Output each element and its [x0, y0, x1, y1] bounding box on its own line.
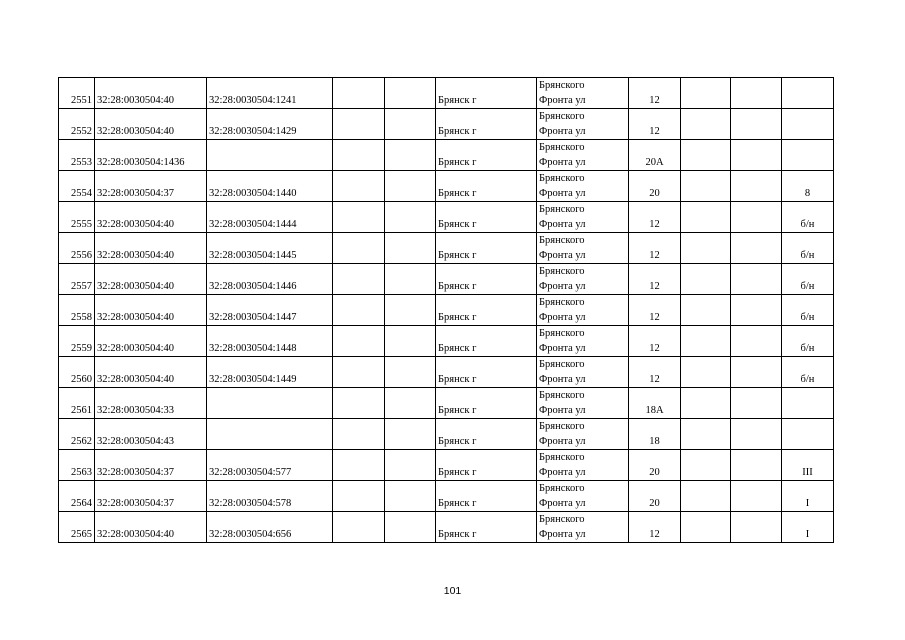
- empty-cell: [333, 140, 385, 171]
- empty-cell: [681, 171, 731, 202]
- row-number-cell: 2555: [59, 202, 95, 233]
- house-cell: 12: [629, 202, 681, 233]
- unit-cell: I: [782, 481, 834, 512]
- empty-cell: [333, 357, 385, 388]
- parcel-cadastral-cell: 32:28:0030504:577: [207, 450, 333, 481]
- city-cell: Брянск г: [436, 109, 537, 140]
- empty-cell: [731, 233, 782, 264]
- unit-cell: [782, 109, 834, 140]
- empty-cell: [731, 78, 782, 109]
- row-number-cell: 2563: [59, 450, 95, 481]
- city-cell: Брянск г: [436, 512, 537, 543]
- street-cell: [537, 140, 629, 171]
- house-cell: 12: [629, 233, 681, 264]
- row-number-cell: 2559: [59, 326, 95, 357]
- city-cell: Брянск г: [436, 450, 537, 481]
- row-number-cell: 2561: [59, 388, 95, 419]
- street-line-2: Фронта ул: [539, 312, 586, 323]
- unit-cell: [782, 388, 834, 419]
- parcel-cadastral-cell: 32:28:0030504:1440: [207, 171, 333, 202]
- parcel-cadastral-cell: 32:28:0030504:1447: [207, 295, 333, 326]
- unit-cell: б/н: [782, 295, 834, 326]
- empty-cell: [731, 419, 782, 450]
- street-line-2: Фронта ул: [539, 188, 586, 199]
- street-line-1: Брянского: [539, 297, 585, 308]
- unit-cell: III: [782, 450, 834, 481]
- empty-cell: [385, 419, 436, 450]
- unit-cell: 8: [782, 171, 834, 202]
- city-cell: Брянск г: [436, 140, 537, 171]
- house-cell: 20: [629, 481, 681, 512]
- street-line-1: Брянского: [539, 266, 585, 277]
- parcel-cadastral-cell: 32:28:0030504:578: [207, 481, 333, 512]
- city-cell: Брянск г: [436, 419, 537, 450]
- street-line-1: Брянского: [539, 483, 585, 494]
- parcel-cadastral-cell: 32:28:0030504:1444: [207, 202, 333, 233]
- city-cell: Брянск г: [436, 357, 537, 388]
- unit-cell: б/н: [782, 202, 834, 233]
- empty-cell: [333, 295, 385, 326]
- city-cell: Брянск г: [436, 481, 537, 512]
- empty-cell: [731, 450, 782, 481]
- empty-cell: [385, 388, 436, 419]
- street-line-1: Брянского: [539, 421, 585, 432]
- block-cadastral-cell: 32:28:0030504:37: [95, 481, 207, 512]
- city-cell: Брянск г: [436, 233, 537, 264]
- block-cadastral-cell: 32:28:0030504:40: [95, 109, 207, 140]
- empty-cell: [681, 295, 731, 326]
- street-cell: [537, 109, 629, 140]
- row-number-cell: 2557: [59, 264, 95, 295]
- house-cell: 12: [629, 264, 681, 295]
- empty-cell: [681, 450, 731, 481]
- row-number-cell: 2554: [59, 171, 95, 202]
- table-row: [59, 512, 834, 543]
- parcel-cadastral-cell: 32:28:0030504:1241: [207, 78, 333, 109]
- row-number-cell: 2562: [59, 419, 95, 450]
- empty-cell: [731, 202, 782, 233]
- table-row: [59, 109, 834, 140]
- street-cell: [537, 512, 629, 543]
- empty-cell: [731, 512, 782, 543]
- parcel-cadastral-cell: 32:28:0030504:1429: [207, 109, 333, 140]
- table-row: [59, 202, 834, 233]
- empty-cell: [385, 512, 436, 543]
- street-line-2: Фронта ул: [539, 126, 586, 137]
- table-row: [59, 388, 834, 419]
- street-line-2: Фронта ул: [539, 467, 586, 478]
- empty-cell: [681, 326, 731, 357]
- empty-cell: [333, 233, 385, 264]
- row-number-cell: 2558: [59, 295, 95, 326]
- empty-cell: [333, 512, 385, 543]
- block-cadastral-cell: 32:28:0030504:1436: [95, 140, 207, 171]
- street-line-2: Фронта ул: [539, 281, 586, 292]
- street-cell: [537, 264, 629, 295]
- empty-cell: [731, 357, 782, 388]
- block-cadastral-cell: 32:28:0030504:33: [95, 388, 207, 419]
- empty-cell: [681, 202, 731, 233]
- street-line-1: Брянского: [539, 204, 585, 215]
- registry-body: [59, 78, 834, 543]
- street-line-1: Брянского: [539, 173, 585, 184]
- table-row: [59, 357, 834, 388]
- house-cell: 12: [629, 295, 681, 326]
- block-cadastral-cell: 32:28:0030504:40: [95, 326, 207, 357]
- empty-cell: [385, 357, 436, 388]
- unit-cell: [782, 419, 834, 450]
- street-line-2: Фронта ул: [539, 95, 586, 106]
- empty-cell: [731, 481, 782, 512]
- street-line-2: Фронта ул: [539, 405, 586, 416]
- street-cell: [537, 202, 629, 233]
- street-line-2: Фронта ул: [539, 250, 586, 261]
- house-cell: 20: [629, 450, 681, 481]
- block-cadastral-cell: 32:28:0030504:40: [95, 264, 207, 295]
- parcel-cadastral-cell: 32:28:0030504:1445: [207, 233, 333, 264]
- street-cell: [537, 326, 629, 357]
- unit-cell: [782, 78, 834, 109]
- city-cell: Брянск г: [436, 171, 537, 202]
- empty-cell: [385, 140, 436, 171]
- empty-cell: [333, 109, 385, 140]
- table-row: [59, 326, 834, 357]
- street-cell: [537, 295, 629, 326]
- house-cell: 18: [629, 419, 681, 450]
- empty-cell: [731, 388, 782, 419]
- city-cell: Брянск г: [436, 264, 537, 295]
- street-line-1: Брянского: [539, 111, 585, 122]
- row-number-cell: 2560: [59, 357, 95, 388]
- unit-cell: б/н: [782, 357, 834, 388]
- street-cell: [537, 233, 629, 264]
- empty-cell: [385, 171, 436, 202]
- street-line-2: Фронта ул: [539, 498, 586, 509]
- street-line-1: Брянского: [539, 359, 585, 370]
- house-cell: 12: [629, 78, 681, 109]
- block-cadastral-cell: 32:28:0030504:40: [95, 295, 207, 326]
- empty-cell: [333, 171, 385, 202]
- block-cadastral-cell: 32:28:0030504:40: [95, 357, 207, 388]
- street-cell: [537, 171, 629, 202]
- block-cadastral-cell: 32:28:0030504:40: [95, 233, 207, 264]
- house-cell: 12: [629, 512, 681, 543]
- street-line-2: Фронта ул: [539, 374, 586, 385]
- empty-cell: [681, 357, 731, 388]
- empty-cell: [385, 295, 436, 326]
- house-cell: 12: [629, 357, 681, 388]
- block-cadastral-cell: 32:28:0030504:37: [95, 450, 207, 481]
- empty-cell: [681, 388, 731, 419]
- unit-cell: [782, 140, 834, 171]
- unit-cell: б/н: [782, 233, 834, 264]
- block-cadastral-cell: 32:28:0030504:37: [95, 171, 207, 202]
- empty-cell: [681, 264, 731, 295]
- street-cell: [537, 450, 629, 481]
- street-line-1: Брянского: [539, 80, 585, 91]
- parcel-cadastral-cell: 32:28:0030504:656: [207, 512, 333, 543]
- street-line-1: Брянского: [539, 235, 585, 246]
- empty-cell: [681, 78, 731, 109]
- street-line-2: Фронта ул: [539, 157, 586, 168]
- empty-cell: [333, 450, 385, 481]
- table-row: [59, 264, 834, 295]
- empty-cell: [333, 326, 385, 357]
- empty-cell: [681, 109, 731, 140]
- house-cell: 20А: [629, 140, 681, 171]
- empty-cell: [333, 388, 385, 419]
- street-cell: [537, 78, 629, 109]
- house-cell: 12: [629, 326, 681, 357]
- table-row: [59, 450, 834, 481]
- empty-cell: [333, 264, 385, 295]
- table-row: [59, 419, 834, 450]
- parcel-cadastral-cell: [207, 388, 333, 419]
- row-number-cell: 2551: [59, 78, 95, 109]
- city-cell: Брянск г: [436, 202, 537, 233]
- empty-cell: [731, 326, 782, 357]
- street-cell: [537, 481, 629, 512]
- table-row: [59, 295, 834, 326]
- empty-cell: [731, 295, 782, 326]
- row-number-cell: 2556: [59, 233, 95, 264]
- row-number-cell: 2564: [59, 481, 95, 512]
- unit-cell: б/н: [782, 326, 834, 357]
- empty-cell: [731, 109, 782, 140]
- empty-cell: [385, 450, 436, 481]
- empty-cell: [385, 233, 436, 264]
- street-line-1: Брянского: [539, 142, 585, 153]
- unit-cell: б/н: [782, 264, 834, 295]
- row-number-cell: 2553: [59, 140, 95, 171]
- table-row: [59, 78, 834, 109]
- unit-cell: I: [782, 512, 834, 543]
- street-line-2: Фронта ул: [539, 436, 586, 447]
- empty-cell: [681, 140, 731, 171]
- parcel-cadastral-cell: [207, 419, 333, 450]
- empty-cell: [333, 202, 385, 233]
- street-line-2: Фронта ул: [539, 343, 586, 354]
- empty-cell: [385, 109, 436, 140]
- table-row: [59, 171, 834, 202]
- street-line-2: Фронта ул: [539, 529, 586, 540]
- table-row: [59, 481, 834, 512]
- city-cell: Брянск г: [436, 388, 537, 419]
- empty-cell: [385, 78, 436, 109]
- street-line-2: Фронта ул: [539, 219, 586, 230]
- street-cell: [537, 419, 629, 450]
- empty-cell: [681, 481, 731, 512]
- page-number: 101: [443, 585, 462, 597]
- street-line-1: Брянского: [539, 514, 585, 525]
- empty-cell: [333, 481, 385, 512]
- empty-cell: [731, 140, 782, 171]
- block-cadastral-cell: 32:28:0030504:40: [95, 202, 207, 233]
- house-cell: 12: [629, 109, 681, 140]
- house-cell: 20: [629, 171, 681, 202]
- block-cadastral-cell: 32:28:0030504:43: [95, 419, 207, 450]
- street-cell: [537, 388, 629, 419]
- parcel-cadastral-cell: 32:28:0030504:1446: [207, 264, 333, 295]
- empty-cell: [681, 233, 731, 264]
- empty-cell: [731, 171, 782, 202]
- block-cadastral-cell: 32:28:0030504:40: [95, 512, 207, 543]
- empty-cell: [333, 78, 385, 109]
- empty-cell: [385, 481, 436, 512]
- registry-table: [58, 77, 834, 543]
- block-cadastral-cell: 32:28:0030504:40: [95, 78, 207, 109]
- city-cell: Брянск г: [436, 295, 537, 326]
- table-row: [59, 233, 834, 264]
- parcel-cadastral-cell: 32:28:0030504:1448: [207, 326, 333, 357]
- city-cell: Брянск г: [436, 78, 537, 109]
- street-line-1: Брянского: [539, 328, 585, 339]
- table-row: [59, 140, 834, 171]
- empty-cell: [385, 326, 436, 357]
- row-number-cell: 2552: [59, 109, 95, 140]
- city-cell: Брянск г: [436, 326, 537, 357]
- parcel-cadastral-cell: [207, 140, 333, 171]
- street-cell: [537, 357, 629, 388]
- empty-cell: [731, 264, 782, 295]
- row-number-cell: 2565: [59, 512, 95, 543]
- house-cell: 18А: [629, 388, 681, 419]
- empty-cell: [681, 419, 731, 450]
- street-line-1: Брянского: [539, 390, 585, 401]
- parcel-cadastral-cell: 32:28:0030504:1449: [207, 357, 333, 388]
- street-line-1: Брянского: [539, 452, 585, 463]
- empty-cell: [333, 419, 385, 450]
- empty-cell: [385, 202, 436, 233]
- empty-cell: [385, 264, 436, 295]
- empty-cell: [681, 512, 731, 543]
